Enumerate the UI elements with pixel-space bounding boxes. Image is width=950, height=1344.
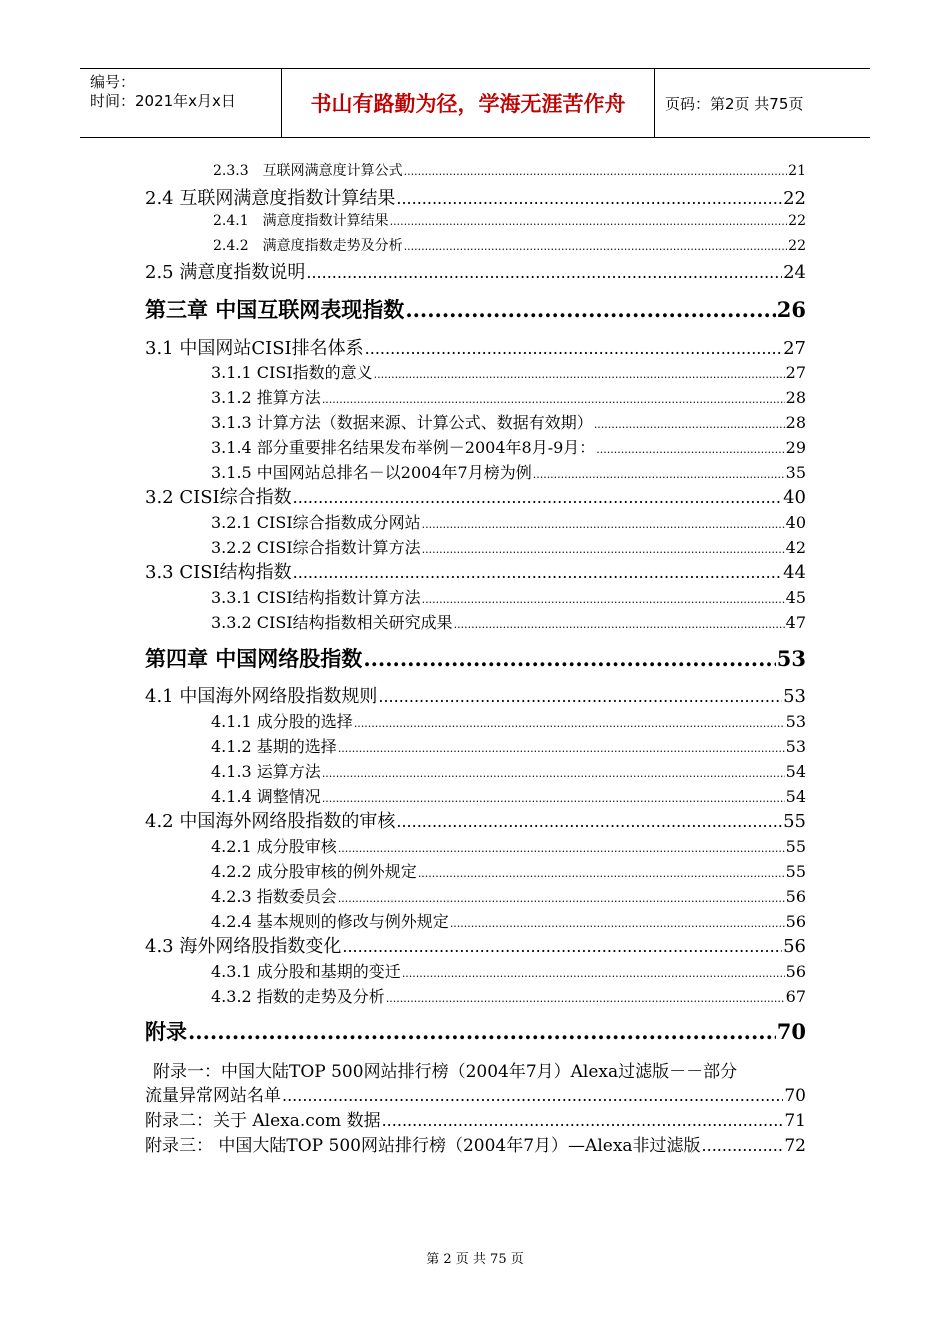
toc-entry[interactable]: [145, 759, 806, 782]
toc-leader: [188, 1019, 776, 1044]
toc-label: 3.1.1 CISI指数的意义: [211, 363, 373, 382]
toc-label: 2.4.2 满意度指数走势及分析: [213, 238, 403, 254]
toc-entry[interactable]: [145, 510, 806, 533]
toc-label: 第三章 中国互联网表现指数: [145, 297, 405, 322]
toc-page: 29: [785, 438, 806, 457]
toc-label: 3.1.3 计算方法（数据来源、计算公式、数据有效期）: [211, 413, 593, 432]
toc-leader: [396, 812, 782, 831]
toc-label: 3.1.5 中国网站总排名－以2004年7月榜为例: [211, 463, 532, 482]
toc-page: 22: [788, 238, 806, 254]
toc-page: 27: [783, 338, 806, 359]
appendix-1-line1[interactable]: 附录一：中国大陆TOP 500网站排行榜（2004年7月）Alexa过滤版－－部分: [153, 1062, 738, 1082]
toc-leader: [594, 418, 785, 431]
toc-leader: [363, 646, 775, 671]
toc-entry[interactable]: [145, 483, 806, 509]
toc-label: 3.1.2 推算方法: [211, 388, 321, 407]
toc-label: 4.2.4 基本规则的修改与例外规定: [211, 912, 449, 931]
toc-label: 2.4.1 满意度指数计算结果: [213, 213, 389, 229]
toc-page: 40: [783, 487, 806, 508]
toc-page: 55: [785, 862, 806, 881]
toc-label: 3.3.2 CISI结构指数相关研究成果: [211, 613, 453, 632]
page-header: [80, 68, 870, 138]
toc-page: 55: [783, 811, 806, 832]
toc-page: 28: [785, 413, 806, 432]
toc-label: 3.2 CISI综合指数: [145, 487, 292, 508]
toc-entry[interactable]: [145, 160, 806, 180]
toc-leader: [533, 468, 785, 481]
toc-page: 53: [776, 646, 806, 671]
toc-leader: [402, 967, 785, 980]
toc-page: 71: [784, 1111, 806, 1131]
toc-entry[interactable]: [145, 558, 806, 584]
toc-leader: [293, 563, 782, 582]
toc-entry[interactable]: [145, 932, 806, 958]
toc-leader: [382, 1111, 784, 1130]
toc-leader: [365, 339, 782, 358]
toc-label: 附录: [145, 1019, 187, 1044]
toc-entry[interactable]: [145, 909, 806, 932]
toc-leader: [354, 717, 785, 730]
toc-entry[interactable]: [145, 709, 806, 732]
toc-leader: [342, 937, 782, 956]
toc-entry[interactable]: [145, 884, 806, 907]
toc-entry[interactable]: [145, 859, 806, 882]
toc-page: 40: [785, 513, 806, 532]
header-motto: 书山有路勤为径，学海无涯苦作舟: [282, 69, 655, 137]
toc-page: 47: [785, 613, 806, 632]
toc-leader: [322, 393, 785, 406]
toc-label: 4.3.1 成分股和基期的变迁: [211, 962, 401, 981]
toc-page: 53: [783, 686, 806, 707]
toc-entry[interactable]: [145, 959, 806, 982]
toc-page: 55: [785, 837, 806, 856]
toc-page: 22: [788, 213, 806, 229]
toc-leader: [454, 618, 785, 631]
time-label: 时间：2021年x月x日: [90, 92, 236, 110]
toc-entry[interactable]: [145, 807, 806, 833]
toc-page: 27: [785, 363, 806, 382]
toc-leader: [404, 165, 788, 178]
toc-page: 72: [784, 1136, 806, 1156]
toc-label: 流量异常网站名单: [145, 1086, 281, 1106]
toc-entry[interactable]: [145, 784, 806, 807]
toc-label: 4.2.2 成分股审核的例外规定: [211, 862, 417, 881]
toc-label: 4.1.3 运算方法: [211, 762, 321, 781]
toc-entry[interactable]: [145, 334, 806, 360]
toc-page: 67: [785, 987, 806, 1006]
toc-leader: [405, 297, 775, 322]
toc-label: 第四章 中国网络股指数: [145, 646, 363, 671]
toc-leader: [396, 189, 782, 208]
toc-leader: [338, 892, 785, 905]
toc-page: 70: [784, 1086, 806, 1106]
toc-page: 28: [785, 388, 806, 407]
toc-entry[interactable]: [145, 682, 806, 708]
toc-label: 4.2.3 指数委员会: [211, 887, 337, 906]
toc-page: 24: [783, 262, 806, 283]
toc-leader: [374, 368, 785, 381]
toc-page: 26: [776, 297, 806, 322]
toc-entry[interactable]: [145, 210, 806, 230]
toc-leader: [422, 593, 785, 606]
toc-label: 附录三： 中国大陆TOP 500网站排行榜（2004年7月）—Alexa非过滤版: [145, 1136, 701, 1156]
toc-page: 35: [785, 463, 806, 482]
page-footer: 第 2 页 共 75 页: [426, 1252, 524, 1267]
toc-entry[interactable]: [145, 435, 806, 458]
toc-page: 56: [785, 912, 806, 931]
toc-label: 2.4 互联网满意度指数计算结果: [145, 188, 396, 209]
toc-leader: [338, 842, 785, 855]
toc-label: 3.2.1 CISI综合指数成分网站: [211, 513, 421, 532]
toc-label: 4.1.2 基期的选择: [211, 737, 337, 756]
toc-page: 53: [785, 737, 806, 756]
toc-label: 4.3.2 指数的走势及分析: [211, 987, 385, 1006]
toc-entry[interactable]: [145, 385, 806, 408]
toc-label: 2.5 满意度指数说明: [145, 262, 306, 283]
toc-entry[interactable]: [145, 734, 806, 757]
toc-chapter[interactable]: [145, 643, 806, 673]
toc-leader: [322, 792, 785, 805]
appendix-3-entry[interactable]: [145, 1131, 806, 1156]
toc-entry[interactable]: [145, 258, 806, 284]
toc-leader: [306, 263, 782, 282]
toc-label: 4.1 中国海外网络股指数规则: [145, 686, 378, 707]
header-page-info: 页码：第2页 共75页: [665, 94, 804, 113]
toc-page: 45: [785, 588, 806, 607]
toc-leader: [422, 543, 785, 556]
toc-label: 3.1 中国网站CISI排名体系: [145, 338, 364, 359]
toc-page: 21: [788, 163, 806, 179]
appendix-1-entry[interactable]: [145, 1081, 806, 1106]
toc-label: 3.2.2 CISI综合指数计算方法: [211, 538, 421, 557]
toc-leader: [338, 742, 785, 755]
toc-label: 4.1.4 调整情况: [211, 787, 321, 806]
toc-label: 4.1.1 成分股的选择: [211, 712, 353, 731]
toc-leader: [596, 443, 784, 456]
toc-leader: [404, 240, 788, 253]
toc-leader: [418, 867, 785, 880]
toc-leader: [390, 215, 788, 228]
toc-page: 53: [785, 712, 806, 731]
toc-chapter[interactable]: [145, 294, 806, 324]
toc-page: 70: [776, 1019, 806, 1044]
toc-leader: [386, 992, 785, 1005]
toc-label: 4.2.1 成分股审核: [211, 837, 337, 856]
number-label: 编号：: [90, 73, 136, 91]
toc-entry[interactable]: [145, 410, 806, 433]
toc-entry[interactable]: [145, 460, 806, 483]
toc-entry[interactable]: [145, 585, 806, 608]
toc-page: 56: [783, 936, 806, 957]
toc-label: 3.3.1 CISI结构指数计算方法: [211, 588, 421, 607]
toc-page: 54: [785, 762, 806, 781]
header-meta: [80, 69, 282, 137]
toc-leader: [282, 1086, 783, 1105]
toc-leader: [378, 687, 782, 706]
toc-leader: [450, 917, 785, 930]
toc-label: 2.3.3 互联网满意度计算公式: [213, 163, 403, 179]
toc-page: 22: [783, 188, 806, 209]
toc-chapter[interactable]: [145, 1016, 806, 1046]
toc-label: 3.3 CISI结构指数: [145, 562, 292, 583]
toc-entry[interactable]: [145, 360, 806, 383]
toc-page: 56: [785, 887, 806, 906]
appendix-2-entry[interactable]: [145, 1106, 806, 1131]
toc-entry[interactable]: [145, 984, 806, 1007]
toc-page: 54: [785, 787, 806, 806]
toc-entry[interactable]: [145, 610, 806, 633]
toc-entry[interactable]: [145, 184, 806, 210]
toc-entry[interactable]: [145, 535, 806, 558]
toc-entry[interactable]: [145, 235, 806, 255]
toc-leader: [293, 488, 782, 507]
toc-label: 3.1.4 部分重要排名结果发布举例－2004年8月-9月：: [211, 438, 596, 457]
toc-leader: [322, 767, 785, 780]
toc-entry[interactable]: [145, 834, 806, 857]
toc-page: 56: [785, 962, 806, 981]
toc-page: 44: [783, 562, 806, 583]
toc-label: 4.2 中国海外网络股指数的审核: [145, 811, 396, 832]
toc-leader: [422, 518, 785, 531]
toc-page: 42: [785, 538, 806, 557]
toc-label: 4.3 海外网络股指数变化: [145, 936, 342, 957]
toc-label: 附录二：关于 Alexa.com 数据: [145, 1111, 381, 1131]
toc-leader: [702, 1136, 784, 1155]
